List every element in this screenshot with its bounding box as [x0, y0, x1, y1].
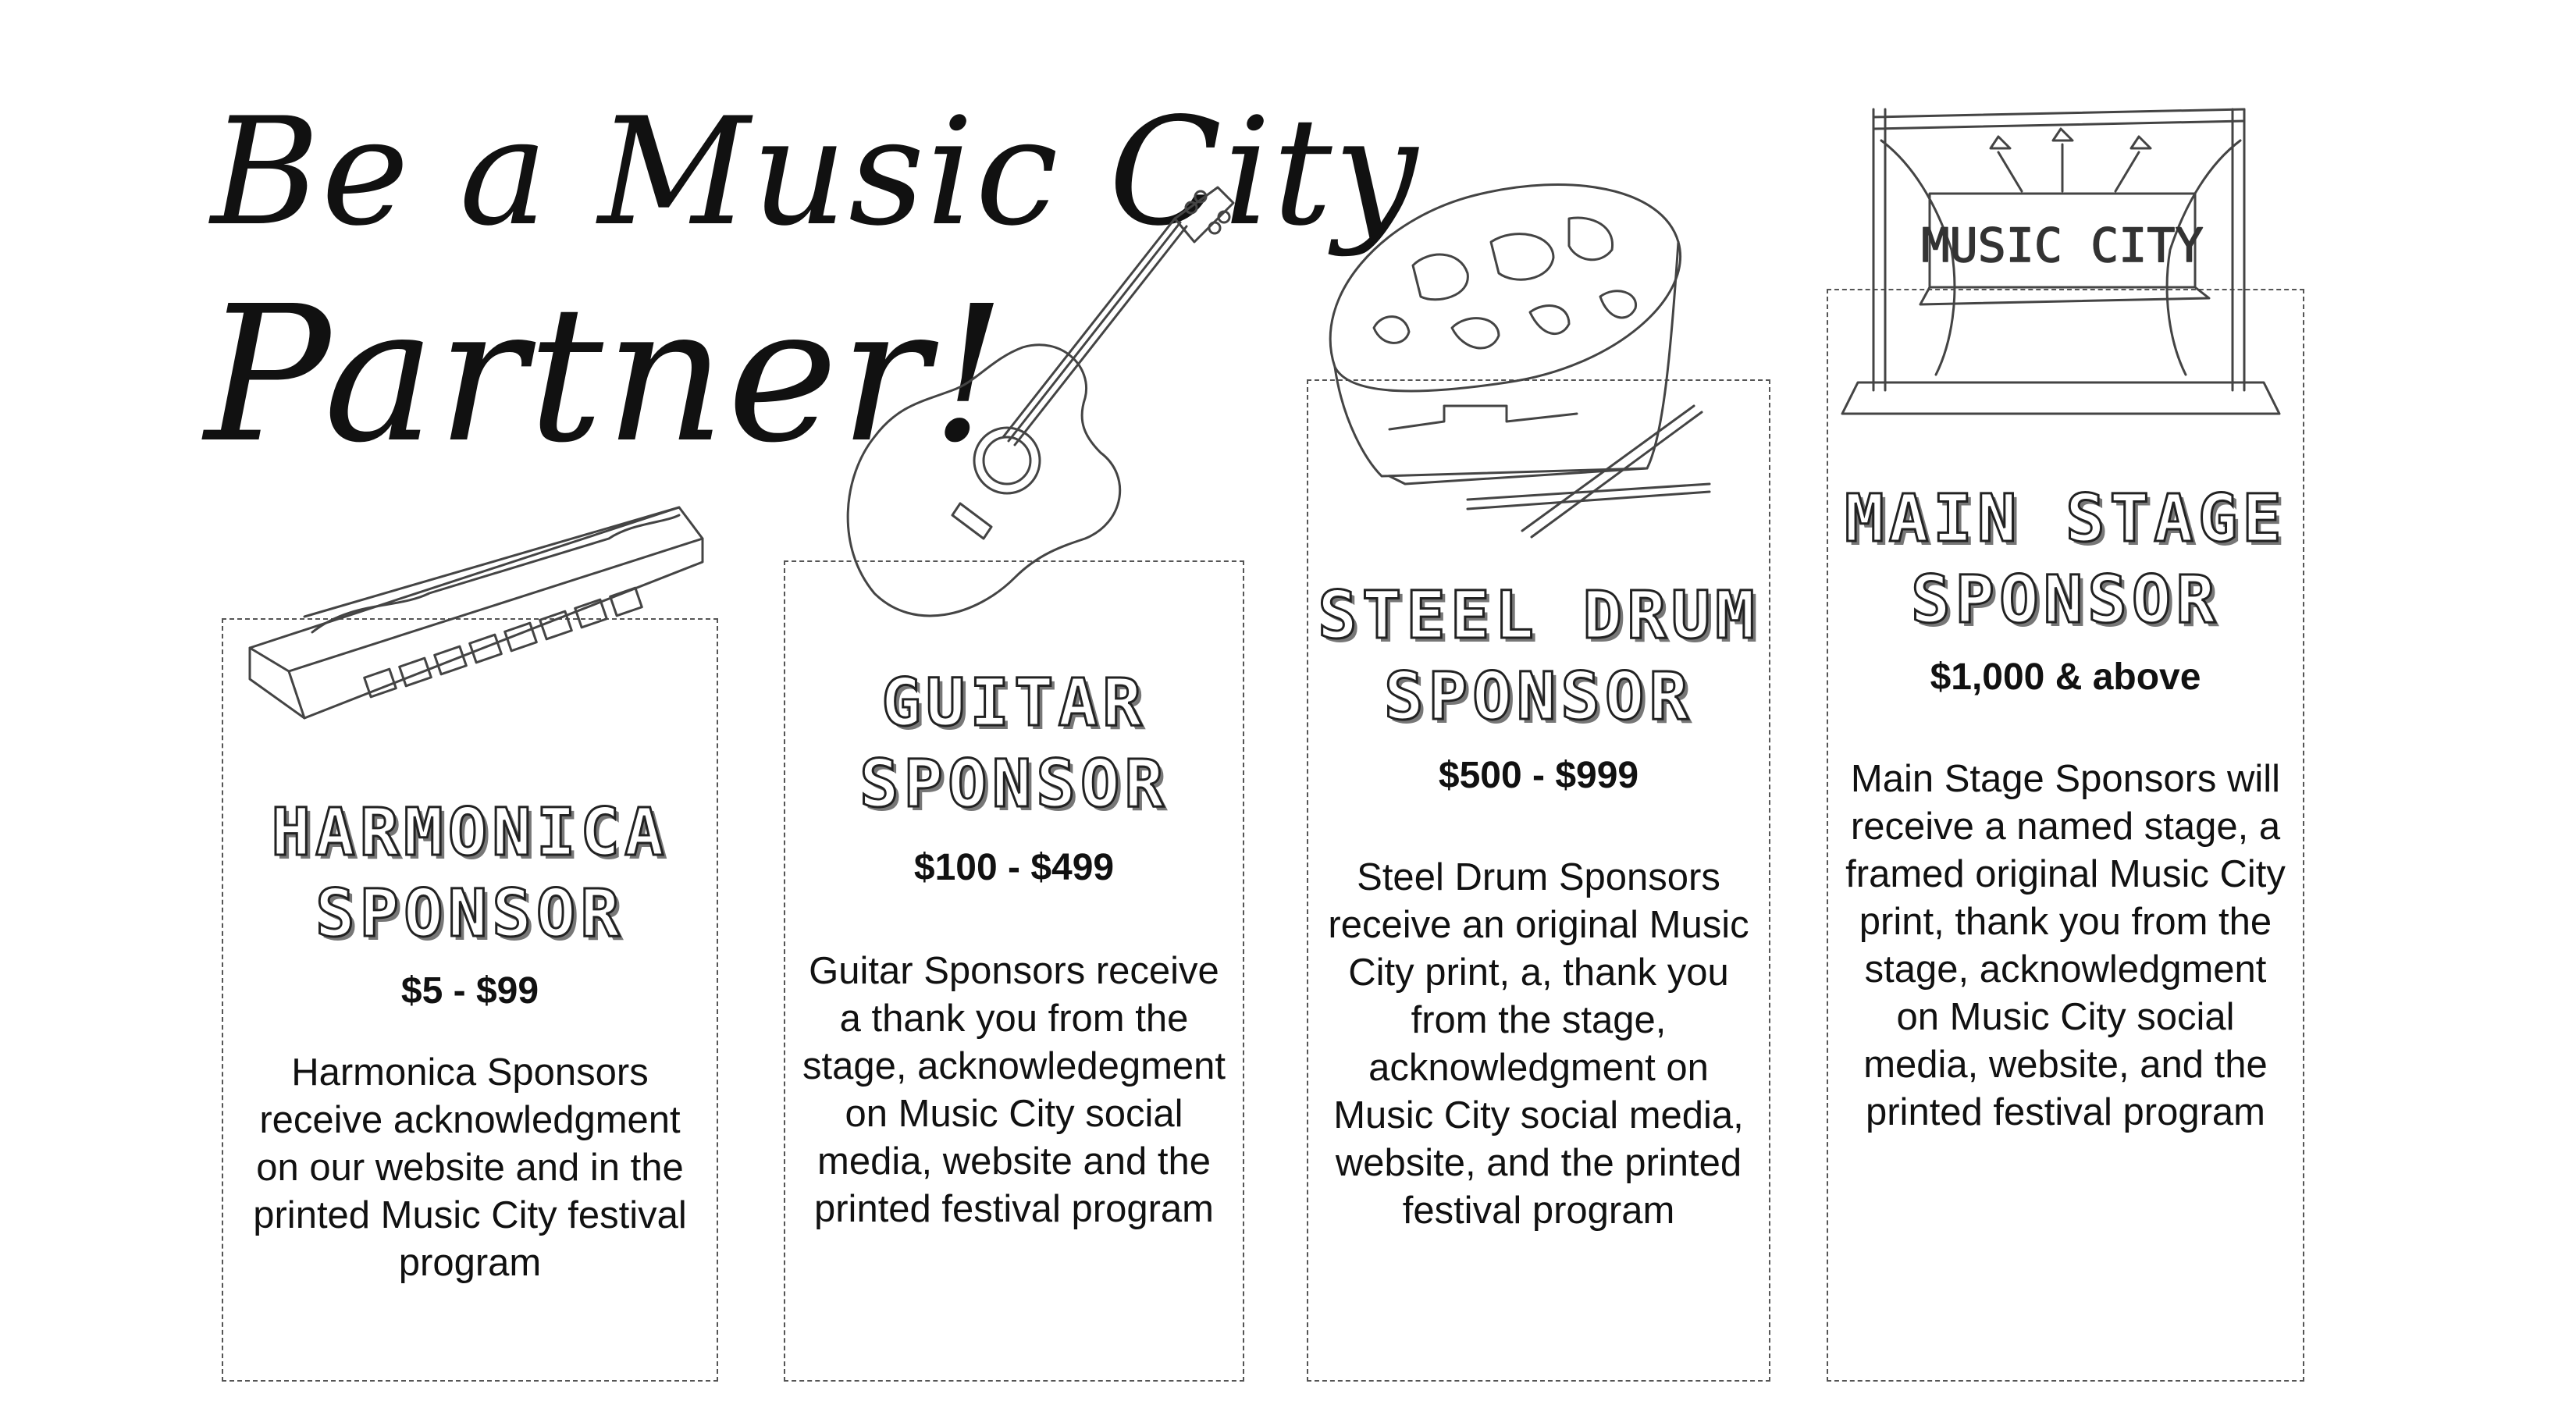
tier-name [1308, 574, 1769, 737]
tier-name-line-1: STEEL DRUM [1318, 577, 1759, 653]
harmonica-icon [242, 492, 710, 742]
steel-drum-icon [1319, 172, 1741, 546]
guitar-icon [827, 180, 1265, 632]
tier-name-line-2: SPONSOR [1910, 561, 2220, 638]
tier-price: $500 - $999 [1438, 755, 1639, 796]
tier-price: $1,000 & above [1930, 656, 2201, 698]
page-title-line-2: Partner! [205, 265, 1008, 484]
tier-name-line-1: HARMONICA [271, 794, 669, 870]
tier-name-line-2: SPONSOR [1383, 658, 1693, 735]
main-stage-sponsor-card [1827, 289, 2304, 1382]
tier-description: Harmonica Sponsors receive acknowledgment on our website and in the printed Music City festival program [253, 1051, 687, 1284]
tier-name-line-1: MAIN STAGE [1845, 480, 2286, 557]
tier-description: Steel Drum Sponsors receive an original Music City print, a, thank you from the stage, acknowledgment on Music City social media, website, and the printed festival program [1328, 856, 1749, 1232]
stage-icon [1842, 94, 2279, 429]
tier-description: Guitar Sponsors receive a thank you from the stage, acknowledegment on Music City social media, website and the printed festival program [802, 950, 1226, 1230]
tier-name [1828, 478, 2303, 640]
page-title-line-1: Be a Music City [211, 86, 1419, 258]
tier-name [785, 662, 1243, 824]
tier-description: Main Stage Sponsors will receive a named stage, a framed original Music City print, thank you from the stage, acknowledgment on Music City social media, website, and the printed festival program [1845, 758, 2286, 1133]
tier-name-line-1: GUITAR [881, 664, 1147, 741]
tier-price: $5 - $99 [400, 970, 539, 1012]
tier-price: $100 - $499 [913, 847, 1115, 888]
tier-name [223, 791, 717, 954]
tier-name-line-2: SPONSOR [859, 745, 1169, 822]
tier-name-line-2: SPONSOR [315, 875, 624, 951]
guitar-sponsor-card [784, 560, 1244, 1382]
stage-banner-text: MUSIC CITY [1921, 219, 2204, 273]
